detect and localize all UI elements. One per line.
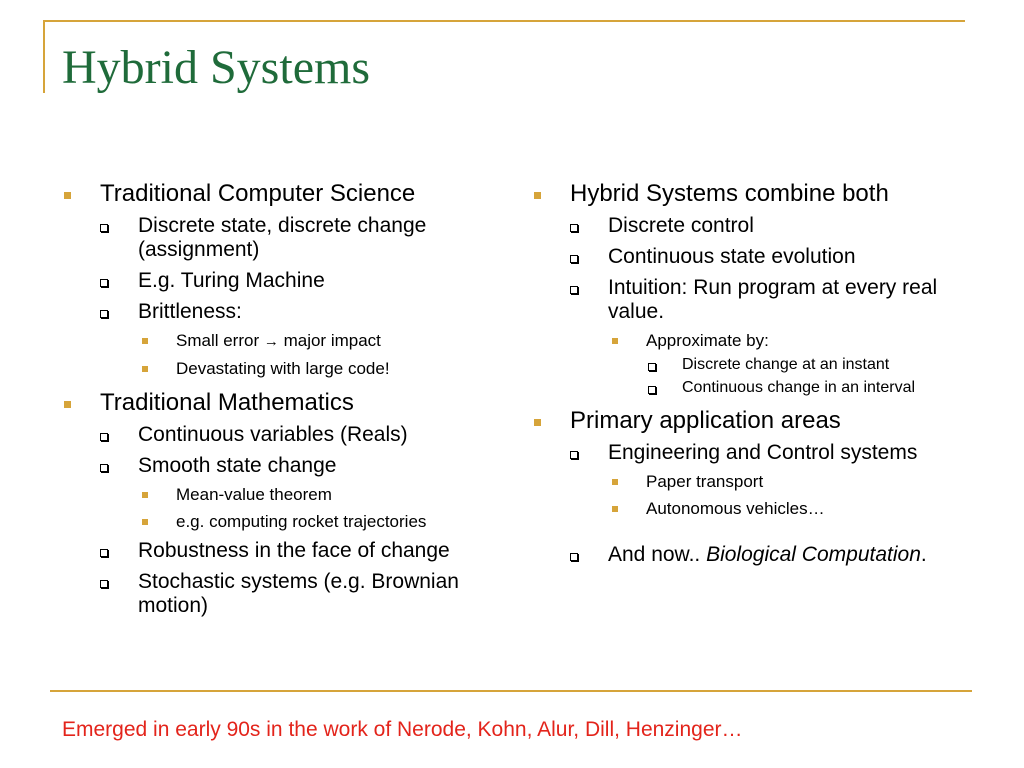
subsub-approximate [608, 330, 972, 397]
bullet-text: Traditional Computer Science [100, 180, 416, 207]
subbullet-intuition [570, 276, 972, 397]
bullet-text: Continuous state evolution [608, 245, 856, 268]
square-bullet-icon [142, 338, 148, 344]
right-column [532, 180, 972, 573]
bullet-text: Robustness in the face of change [138, 539, 450, 562]
subsub-small-error [138, 330, 502, 352]
square-bullet-icon [142, 492, 148, 498]
bullet-text: Smooth state change [138, 454, 337, 477]
hollow-square-bullet-icon [100, 549, 108, 557]
hollow-square-bullet-icon [100, 310, 108, 318]
bullet-text: Intuition: Run program at every real value. [608, 276, 938, 323]
left-column [62, 180, 502, 624]
square-bullet-icon [64, 401, 71, 408]
hollow-square-bullet-icon [100, 279, 108, 287]
square-bullet-icon [612, 506, 618, 512]
square-bullet-icon [534, 192, 541, 199]
bullet-text: Devastating with large code! [176, 359, 390, 378]
hollow-square-bullet-icon [570, 553, 578, 561]
bullet-text: Autonomous vehicles… [646, 499, 825, 518]
subbullet-discrete-control [570, 214, 972, 238]
subsub-paper-transport [608, 471, 972, 492]
subbullet-robustness [100, 539, 502, 563]
subbullet-brittleness [100, 300, 502, 379]
hollow-square-bullet-icon [648, 363, 656, 371]
hollow-square-bullet-icon [570, 286, 578, 294]
bullet-text: Primary application areas [570, 407, 841, 434]
level4-continuous-interval [646, 378, 972, 397]
bullet-hybrid-combine [532, 180, 972, 397]
subsub-autonomous-vehicles [608, 498, 972, 519]
subbullet-engineering [570, 441, 972, 519]
square-bullet-icon [142, 519, 148, 525]
subsub-mean-value [138, 484, 502, 505]
bullet-text: Discrete change at an instant [682, 356, 890, 373]
hollow-square-bullet-icon [100, 224, 108, 232]
bullet-primary-application [532, 407, 972, 567]
bullet-text: Engineering and Control systems [608, 441, 918, 464]
subsub-devastating [138, 358, 502, 379]
subbullet-discrete-state [100, 214, 502, 262]
square-bullet-icon [142, 366, 148, 372]
bullet-text-italic: Biological Computation [706, 543, 921, 566]
frame-left-line [43, 20, 45, 93]
subbullet-and-now [570, 543, 972, 567]
bullet-text: And now.. [608, 543, 707, 566]
square-bullet-icon [612, 479, 618, 485]
bullet-text: major impact [278, 331, 381, 350]
slide-title: Hybrid Systems [62, 41, 371, 94]
bullet-text: Approximate by: [646, 331, 769, 350]
bullet-text: . [920, 543, 927, 566]
bullet-text: Discrete control [608, 214, 754, 237]
hollow-square-bullet-icon [648, 386, 656, 394]
bullet-text: Continuous variables (Reals) [138, 423, 408, 446]
level4-discrete-instant [646, 355, 972, 374]
bullet-traditional-math [62, 389, 502, 618]
hollow-square-bullet-icon [100, 433, 108, 441]
bullet-text: Hybrid Systems combine both [570, 180, 889, 207]
hollow-square-bullet-icon [570, 255, 578, 263]
bullet-text: Traditional Mathematics [100, 389, 354, 416]
frame-bottom-line [50, 690, 972, 692]
hollow-square-bullet-icon [100, 580, 108, 588]
bullet-text: Mean-value theorem [176, 485, 332, 504]
bullet-traditional-cs [62, 180, 502, 379]
bullet-text: Stochastic systems (e.g. Brownian motion) [138, 570, 459, 617]
bullet-text: Brittleness: [138, 300, 242, 323]
square-bullet-icon [534, 419, 541, 426]
subbullet-continuous-variables [100, 423, 502, 447]
frame-top-line [43, 20, 965, 22]
hollow-square-bullet-icon [570, 224, 578, 232]
square-bullet-icon [64, 192, 71, 199]
bullet-text: Small error [176, 331, 264, 350]
subbullet-stochastic [100, 570, 502, 618]
right-arrow-icon: → [263, 333, 279, 350]
subsub-rocket [138, 511, 502, 532]
subbullet-continuous-evolution [570, 245, 972, 269]
subbullet-smooth-state [100, 454, 502, 532]
square-bullet-icon [612, 338, 618, 344]
bullet-text: E.g. Turing Machine [138, 269, 325, 292]
subbullet-turing [100, 269, 502, 293]
slide-footer: Emerged in early 90s in the work of Nerode, Kohn, Alur, Dill, Henzinger… [62, 718, 743, 741]
bullet-text: Continuous change in an interval [682, 379, 916, 396]
bullet-text: Discrete state, discrete change (assignment) [138, 214, 427, 261]
hollow-square-bullet-icon [570, 451, 578, 459]
bullet-text: Paper transport [646, 472, 764, 491]
hollow-square-bullet-icon [100, 464, 108, 472]
bullet-text: e.g. computing rocket trajectories [176, 512, 427, 531]
